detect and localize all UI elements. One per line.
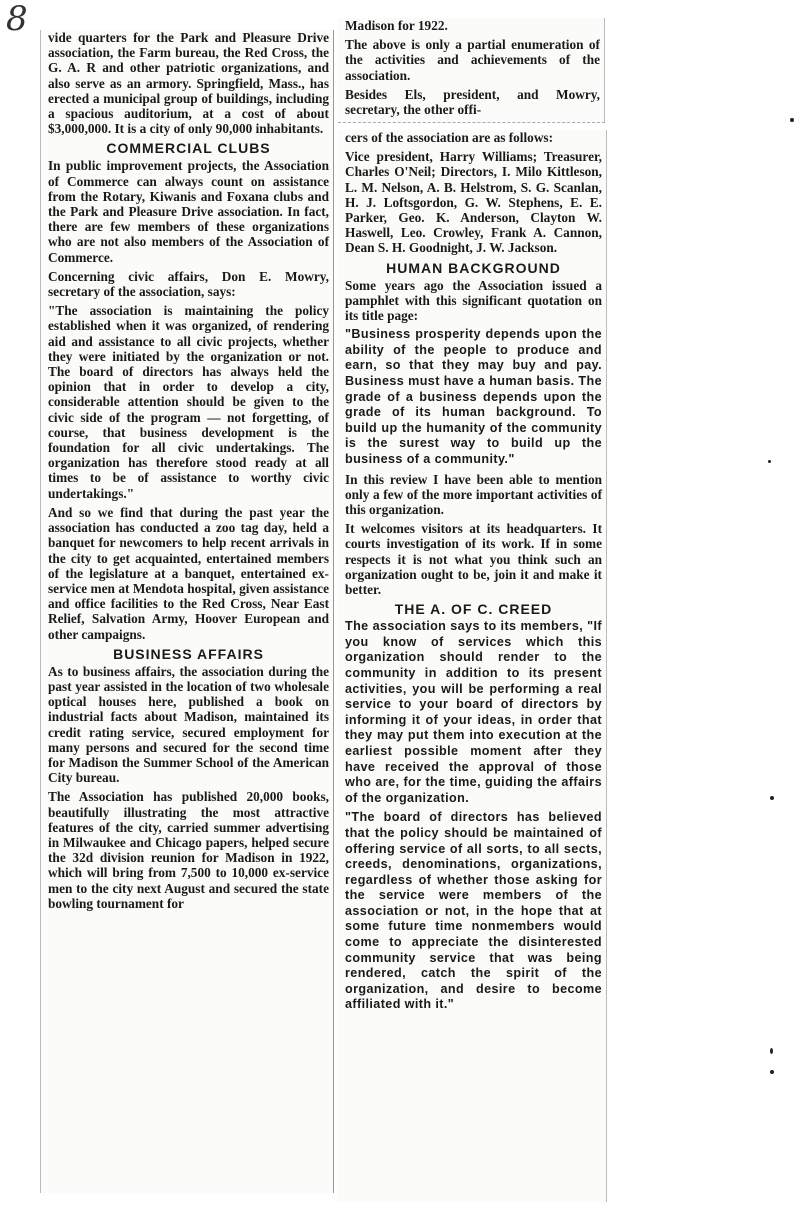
left-column-clipping: [40, 30, 334, 1193]
paragraph: It welcomes visitors at its headquarters. It courts investigation of its work. If in some respects it is not what you think such an organization ought to be, join it and make it better.: [345, 521, 602, 597]
scan-speck: [768, 460, 771, 463]
paragraph: Vice president, Harry Williams; Treasurer, Charles O'Neil; Directors, I. Milo Kittleson, L. M. Nelson, A. B. Helstrom, S. G. Scanlan, H. J. Loftsgordon, G. W. Stephens, E. E. Parker, Geo. K. Anderson, Clayton W. Haswell, Leo. Crowley, Frank A. Cannon, Dean S. H. Goodnight, J. W. Jackson.: [345, 149, 602, 256]
paragraph: The above is only a partial enumeration of the activities and achievements of the association.: [345, 37, 600, 83]
paragraph: "The association is maintaining the policy established when it was organized, of rendering aid and assistance to all civic projects, whether they were initiated by the organization or not. The board of directors has always held the opinion that in order to develop a city, considerable attention should be given to the civic side of the program — not forgetting, of course, that business development is the foundation for all civic undertakings. The organization has therefore stood ready at all times to be of assistance to worthy civic undertakings.": [48, 303, 329, 501]
paragraph: As to business affairs, the association during the past year assisted in the location of two wholesale optical houses here, published a book on industrial facts about Madison, maintained its credit rating service, secured employment for many persons and secured for the second time for Madison the Summer School of the American City bureau.: [48, 663, 329, 786]
section-heading-commercial-clubs: COMMERCIAL CLUBS: [106, 140, 271, 157]
paragraph: Besides Els, president, and Mowry, secretary, the other offi-: [345, 86, 600, 118]
right-column-clipping: [338, 130, 607, 1202]
scan-speck: [790, 118, 794, 122]
paragraph: Concerning civic affairs, Don E. Mowry, secretary of the association, says:: [48, 268, 329, 300]
paragraph: vide quarters for the Park and Pleasure Drive association, the Farm bureau, the Red Cross, the G. A. R and other patriotic organizations, and also serve as an armory. Springfield, Mass., has erected a municipal group of buildings, including a spacious auditorium, at a cost of about $3,000,000. It is a city of only 90,000 inhabitants.: [48, 30, 329, 137]
scan-speck: [770, 796, 774, 800]
paragraph: "The board of directors has believed that the policy should be maintained of offering service of all sorts, to all sects, creeds, denominations, organizations, regardless of whether those asking for the service were members of the association or not, in the hope that at some future time nonmembers would come to appreciate the disinterested community service that was being rendered, catch the spirit of the organization, and desire to become affiliated with it.": [345, 810, 602, 1012]
right-top-clipping: [338, 18, 605, 123]
paragraph: The association says to its members, "If you know of services which this organization should render to the community in addition to its present activities, you will be performing a real service to your board of directors by informing it of your ideas, in order that they may put them into execution at the earliest possible moment after they have received the approval of those who are, for the time, guiding the affairs of the organization.: [345, 619, 602, 805]
scan-speck: [770, 1048, 773, 1054]
page-number: 8: [6, 0, 28, 39]
paragraph: In public improvement projects, the Association of Commerce can always count on assistance from the Rotary, Kiwanis and Foxana clubs and the Park and Pleasure Drive association. In fact, there are few members of these organizations who are not also members of the Association of Commerce.: [48, 158, 329, 265]
paragraph: The Association has published 20,000 books, beautifully illustrating the most attractive features of the city, carried summer advertising in Milwaukee and Chicago papers, helped secure the 32d division reunion for Madison in 1922, which will bring from 7,500 to 10,000 ex-service men to the city next August and secured the state bowling tournament for: [48, 789, 329, 911]
section-heading-human-background: HUMAN BACKGROUND: [386, 259, 561, 276]
scan-speck: [770, 1070, 774, 1074]
paragraph: cers of the association are as follows:: [345, 130, 554, 145]
paragraph: And so we find that during the past year the association has conducted a zoo tag day, held a banquet for newcomers to help recent arrivals in the city to get acquainted, entertained members of the legislature at a banquet, entertained ex-service men at Mendota hospital, given assistance and office facilities to the Red Cross, Near East Relief, Salvation Army, Hoover European and other campaigns.: [48, 504, 329, 642]
pamphlet-quotation: "Business prosperity depends upon the ability of the people to produce and earn, so that they may buy and pay. Business must have a human basis. The grade of a business depends upon the grade of its human background. To build up the humanity of the community is the surest way to build up the business of a community.": [345, 327, 602, 466]
paragraph: In this review I have been able to mention only a few of the more important activities of this organization.: [345, 471, 602, 517]
section-heading-creed: THE A. OF C. CREED: [394, 601, 553, 618]
paragraph: Some years ago the Association issued a pamphlet with this significant quotation on its title page:: [345, 277, 602, 324]
paragraph: Madison for 1922.: [345, 18, 448, 33]
section-heading-business-affairs: BUSINESS AFFAIRS: [113, 645, 264, 662]
